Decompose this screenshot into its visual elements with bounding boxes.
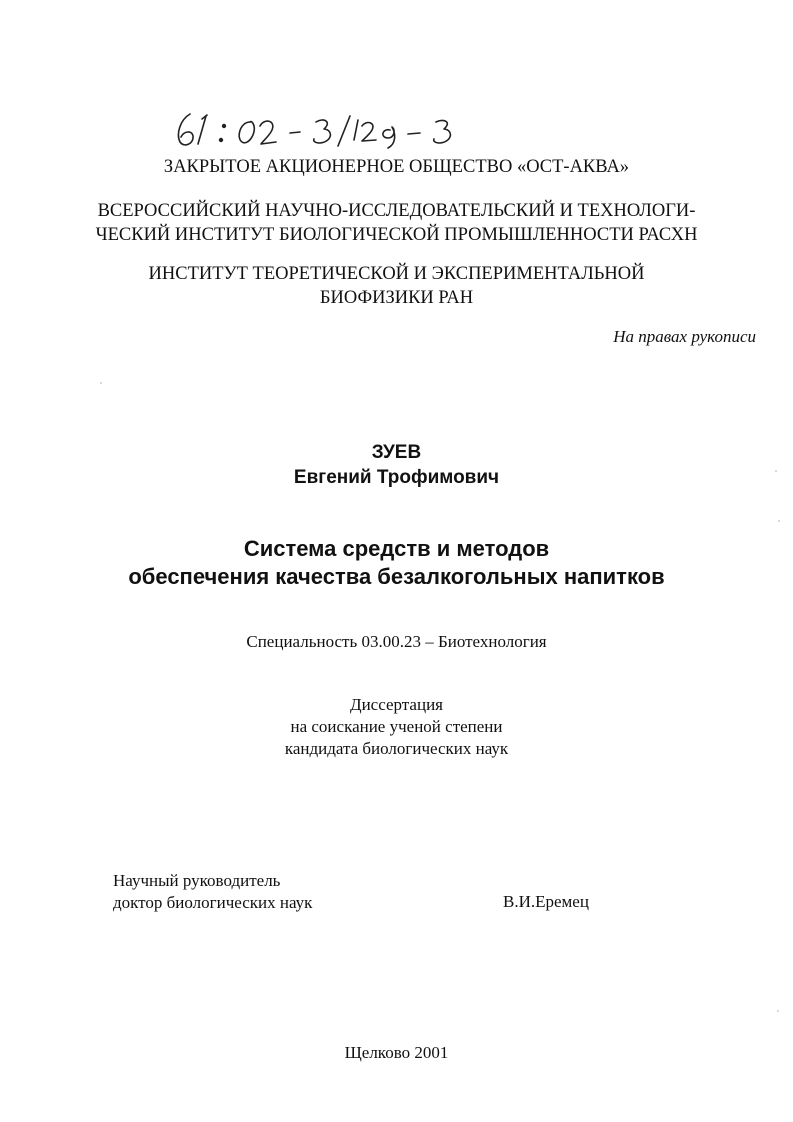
- scan-speck: [777, 1010, 779, 1012]
- organization-2-line-2: ЧЕСКИЙ ИНСТИТУТ БИОЛОГИЧЕСКОЙ ПРОМЫШЛЕННОСТИ РАСХН: [95, 225, 698, 245]
- dissertation-degree-line-1: Диссертация: [349, 695, 443, 714]
- dissertation-title: [0, 535, 793, 591]
- handwritten-code-image: [168, 100, 508, 160]
- scan-speck: [775, 470, 777, 472]
- manuscript-rights-note: На правах рукописи: [613, 327, 756, 346]
- organization-2: [0, 199, 793, 247]
- supervisor-name: В.И.Еремец: [503, 892, 589, 911]
- specialty-text: Специальность 03.00.23 – Биотехнология: [246, 632, 547, 651]
- organization-3: [0, 262, 793, 310]
- organization-3-line-2: БИОФИЗИКИ РАН: [319, 288, 474, 308]
- supervisor-role-line-1: Научный руководитель: [113, 871, 281, 890]
- dissertation-degree: [0, 694, 793, 760]
- organization-1-text: ЗАКРЫТОЕ АКЦИОНЕРНОЕ ОБЩЕСТВО «ОСТ-АКВА»: [163, 157, 630, 177]
- supervisor-role-line-2: доктор биологических наук: [113, 893, 313, 912]
- scan-speck: [100, 382, 102, 384]
- author-surname: [0, 441, 793, 465]
- author-name-text: Евгений Трофимович: [293, 467, 500, 488]
- organization-1: [0, 157, 793, 178]
- author-name: [0, 466, 793, 490]
- author-surname-text: ЗУЕВ: [371, 442, 422, 463]
- dissertation-degree-line-2: на соискание ученой степени: [290, 717, 503, 736]
- specialty: [0, 632, 793, 652]
- supervisor-role: [113, 870, 312, 914]
- city-year: [0, 1043, 793, 1063]
- city-year-text: Щелково 2001: [344, 1043, 449, 1062]
- dissertation-degree-line-3: кандидата биологических наук: [284, 739, 509, 758]
- organization-3-line-1: ИНСТИТУТ ТЕОРЕТИЧЕСКОЙ И ЭКСПЕРИМЕНТАЛЬНОЙ: [148, 264, 645, 284]
- dissertation-title-line-1: Система средств и методов: [243, 536, 550, 561]
- scan-speck: [778, 520, 780, 522]
- organization-2-line-1: ВСЕРОССИЙСКИЙ НАУЧНО-ИССЛЕДОВАТЕЛЬСКИЙ И ТЕХНОЛОГИ-: [97, 201, 696, 221]
- dissertation-title-line-2: обеспечения качества безалкогольных напитков: [128, 564, 665, 589]
- handwritten-archive-code: [168, 100, 508, 160]
